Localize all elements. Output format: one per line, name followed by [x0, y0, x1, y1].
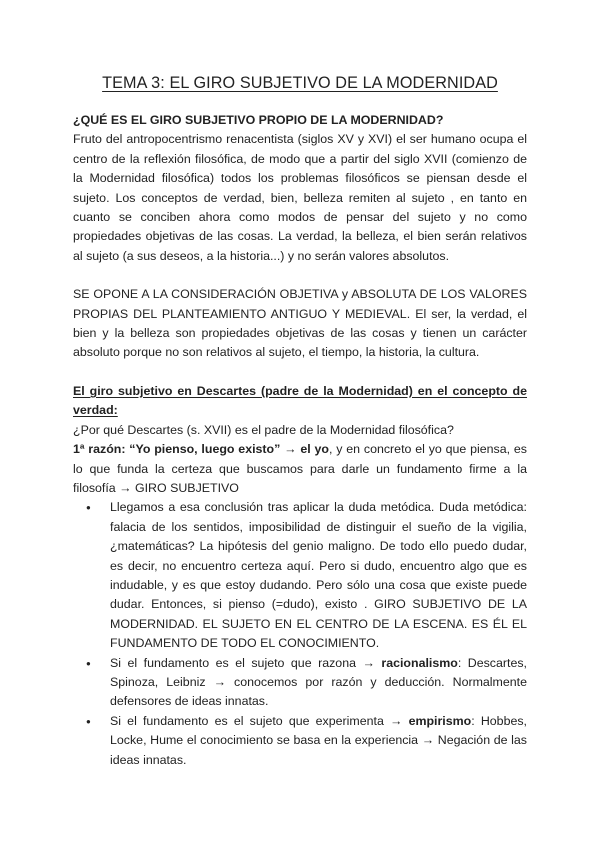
first-reason-yo: el yo — [300, 442, 329, 457]
descartes-heading-text: El giro subjetivo en Descartes (padre de la Modernidad) en el concepto de verdad: — [73, 383, 527, 418]
page-title: TEMA 3: EL GIRO SUBJETIVO DE LA MODERNIDAD — [102, 74, 498, 92]
descartes-question: ¿Por qué Descartes (s. XVII) es el padre de la Modernidad filosófica? — [73, 422, 454, 437]
opposition-rest-text: El ser, la verdad, el bien y la belleza son propiedades objetivas de las cosas y tienen un carácter absoluto porque no son relativos al sujeto, el tiempo, la historia, la cultura. — [73, 306, 527, 360]
bullet-text: : Hobbes, Locke, Hume el conocimiento se basa en la experiencia → Negación de las ideas innatas. — [110, 713, 527, 767]
bullet-prefix: Si el fundamento es el sujeto que razona → — [110, 655, 382, 670]
section-heading-giro-subjetivo: ¿QUÉ ES EL GIRO SUBJETIVO PROPIO DE LA MODERNIDAD? — [73, 113, 444, 127]
opposition-paragraph — [73, 285, 527, 363]
arrow-symbol: → — [284, 442, 297, 457]
bullet-text: Llegamos a esa conclusión tras aplicar la duda metódica. Duda metódica: falacia de los sentidos, imposibilidad de distinguir el sueño de la vigilia, ¿matemáticas? La hipótesis del genio maligno. De todo ello puedo dudar, es decir, no encuentro certeza aquí. Pero si dudo, encuentro algo que es indudable, y es que estoy dudando. Pero sólo una cosa que existe puede dudar. Entonces, si pienso (=dudo), existo . GIRO SUBJETIVO DE LA MODERNIDAD. EL SUJETO EN EL CENTRO DE LA ESCENA. ES ÉL EL FUNDAMENTO DE TODO EL CONOCIMIENTO. — [110, 500, 527, 651]
first-reason — [73, 440, 527, 498]
intro-paragraph: Fruto del antropocentrismo renacentista (siglos XV y XVI) el ser humano ocupa el centro de la reflexión filosófica, de modo que a partir del siglo XVII (comienzo de la Modernidad filosófica) todos los problemas filosóficos se piensan desde el sujeto. Los conceptos de verdad, bien, belleza remiten al sujeto , en tanto en cuanto se conciben ahora como modos de pensar del sujeto y no como propiedades objetivas de las cosas. La verdad, la belleza, el bien serán relativos al sujeto (a sus deseos, a la historia...) y no serán valores absolutos. — [73, 132, 527, 263]
descartes-heading — [73, 382, 527, 421]
bullet-item-empirismo — [110, 712, 527, 770]
bullet-prefix: Si el fundamento es el sujeto que experimenta → — [110, 713, 409, 728]
bullet-text: : Descartes, Spinoza, Leibniz → conocemos por razón y deducción. Normalmente defensores de ideas innatas. — [110, 655, 527, 709]
first-reason-rest: , y en concreto el yo que piensa, es lo que funda la certeza que buscamos para darle un fundamento firme a la filosofía → GIRO SUBJETIVO — [73, 442, 527, 495]
spacer — [73, 363, 527, 382]
first-reason-label: 1ª razón: “Yo pienso, luego existo” — [73, 442, 281, 457]
bullet-list — [73, 498, 527, 770]
bullet-bold: racionalismo — [381, 655, 458, 670]
bullet-bold: empirismo — [408, 713, 472, 728]
bullet-item-duda-metodica — [110, 498, 527, 653]
opposition-caps-text: SE OPONE A LA CONSIDERACIÓN OBJETIVA y ABSOLUTA DE LOS VALORES PROPIAS DEL PLANTEAMIENTO ANTIGUO Y MEDIEVAL. — [73, 287, 527, 321]
spacer — [73, 266, 527, 285]
bullet-item-racionalismo — [110, 654, 527, 712]
